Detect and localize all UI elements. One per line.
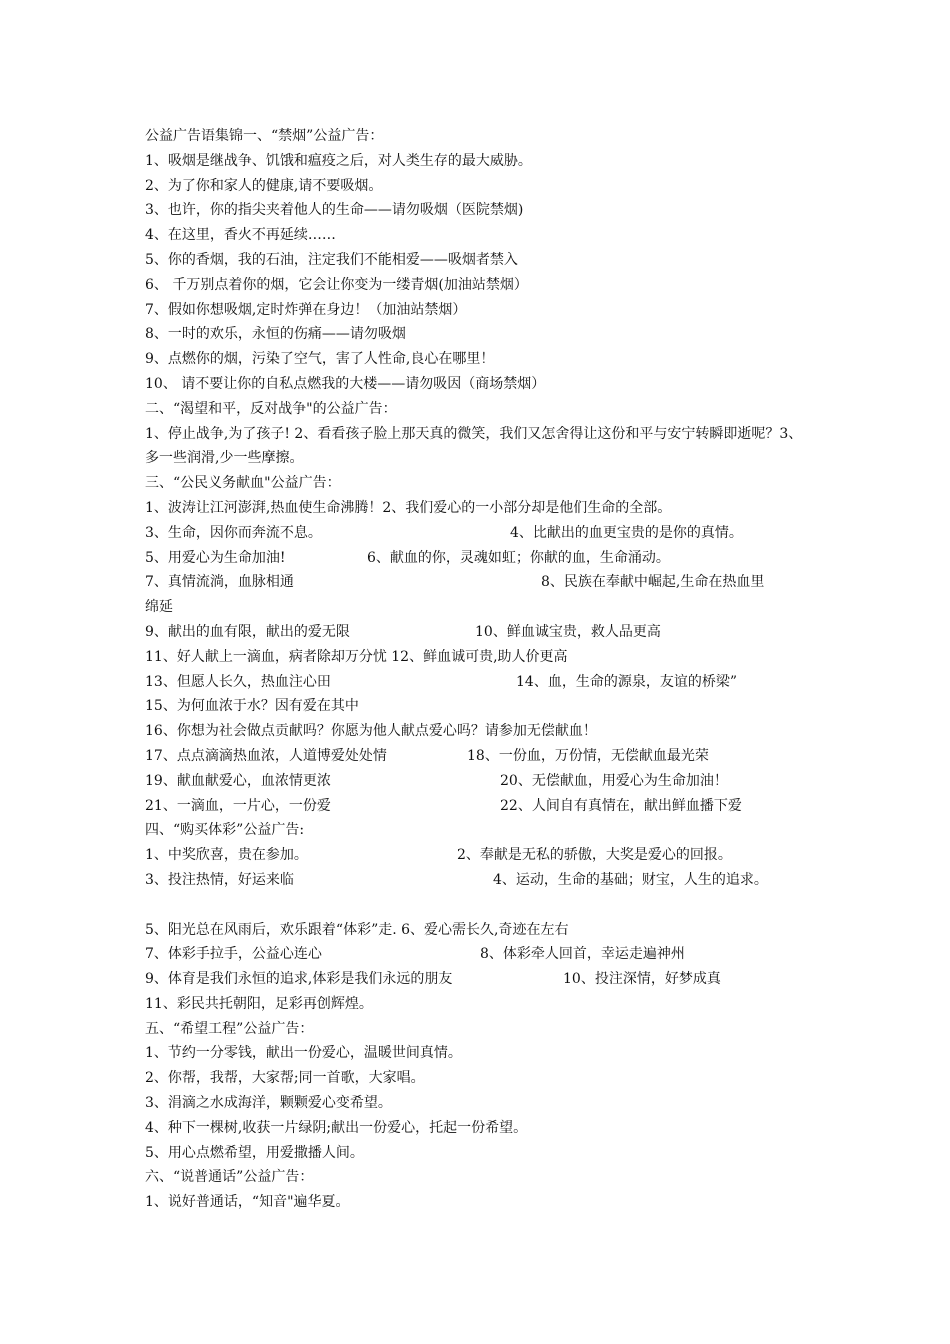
text-segment: 3、涓滴之水成海洋，颗颗爱心变希望。 <box>145 1095 392 1112</box>
text-segment: 11、好人献上一滴血，病者除却万分忧 12、鲜血诚可贵,助人价更高 <box>145 648 568 665</box>
text-line <box>145 719 825 744</box>
text-segment: 9、献出的血有限，献出的爱无限 <box>145 623 350 640</box>
text-segment: 4、种下一棵树,收获一片绿阴;献出一份爱心，托起一份希望。 <box>145 1119 528 1136</box>
text-segment: 3、生命，因你而奔流不息。 <box>145 524 322 541</box>
text-line <box>145 521 825 546</box>
text-segment-right: 6、献血的你，灵魂如虹；你献的血，生命涌动。 <box>367 549 670 566</box>
text-line <box>145 248 825 273</box>
text-line <box>145 992 825 1017</box>
text-line <box>145 347 825 372</box>
text-segment: 1、中奖欣喜，贵在参加。 <box>145 847 308 864</box>
text-line <box>145 818 825 843</box>
text-segment: 10、 请不要让你的自私点燃我的大楼——请勿吸因（商场禁烟） <box>145 375 546 392</box>
text-segment: 16、你想为社会做点贡献吗？你愿为他人献点爱心吗？请参加无偿献血！ <box>145 723 597 740</box>
blank-line <box>145 893 825 918</box>
text-line <box>145 1091 825 1116</box>
text-line <box>145 794 825 819</box>
text-line <box>145 769 825 794</box>
text-segment: 8、一时的欢乐，永恒的伤痛——请勿吸烟 <box>145 326 406 343</box>
document-body <box>145 124 825 1215</box>
text-segment: 1、节约一分零钱，献出一份爱心，温暖世间真情。 <box>145 1045 462 1062</box>
text-line <box>145 942 825 967</box>
text-line <box>145 124 825 149</box>
text-segment-right: 2、奉献是无私的骄傲，大奖是爱心的回报。 <box>457 847 732 864</box>
text-line <box>145 298 825 323</box>
text-line <box>145 1041 825 1066</box>
text-line <box>145 174 825 199</box>
text-line <box>145 595 825 620</box>
text-line <box>145 570 825 595</box>
text-segment: 9、点燃你的烟，污染了空气，害了人性命,良心在哪里！ <box>145 351 495 368</box>
text-line <box>145 694 825 719</box>
text-line <box>145 843 825 868</box>
text-segment-right: 4、运动，生命的基础；财宝，人生的追求。 <box>493 871 768 888</box>
text-segment: 四、“购买体彩”公益广告: <box>145 822 305 839</box>
text-segment: 3、投注热情，好运来临 <box>145 871 294 888</box>
text-line <box>145 645 825 670</box>
text-segment: 六、“说普通话”公益广告： <box>145 1169 314 1186</box>
text-line <box>145 1141 825 1166</box>
text-segment: 17、点点滴滴热血浓，人道博爱处处情 <box>145 747 387 764</box>
text-line <box>145 223 825 248</box>
text-line <box>145 918 825 943</box>
text-line <box>145 1017 825 1042</box>
text-segment: 5、用心点燃希望，用爱撒播人间。 <box>145 1144 364 1161</box>
text-segment: 三、“公民义务献血"公益广告： <box>145 475 341 492</box>
text-line <box>145 1116 825 1141</box>
text-segment-right: 8、民族在奉献中崛起,生命在热血里 <box>541 574 765 591</box>
text-segment: 6、 千万别点着你的烟，它会让你变为一缕青烟(加油站禁烟） <box>145 276 528 293</box>
text-segment: 1、吸烟是继战争、饥饿和瘟疫之后，对人类生存的最大威胁。 <box>145 152 532 169</box>
text-segment: 二、“渴望和平，反对战争"的公益广告： <box>145 400 397 417</box>
text-segment-right: 18、一份血，万份情，无偿献血最光荣 <box>467 747 709 764</box>
text-line <box>145 496 825 521</box>
text-segment: 5、你的香烟，我的石油，注定我们不能相爱——吸烟者禁入 <box>145 251 518 268</box>
text-segment: 2、为了你和家人的健康,请不要吸烟。 <box>145 177 383 194</box>
text-line <box>145 149 825 174</box>
text-segment: 4、在这里，香火不再延续…… <box>145 227 336 244</box>
text-segment: 19、献血献爱心，血浓情更浓 <box>145 772 331 789</box>
text-segment: 2、你帮，我帮，大家帮;同一首歌，大家唱。 <box>145 1070 425 1087</box>
text-segment: 7、假如你想吸烟,定时炸弹在身边！（加油站禁烟） <box>145 301 467 318</box>
text-segment: 5、阳光总在风雨后，欢乐跟着“体彩”走. 6、爱心需长久,奇迹在左右 <box>145 921 569 938</box>
text-segment-right: 14、血，生命的源泉，友谊的桥梁” <box>516 673 737 690</box>
text-segment: 7、真情流淌，血脉相通 <box>145 574 294 591</box>
text-segment: 13、但愿人长久，热血注心田 <box>145 673 331 690</box>
text-line <box>145 868 825 893</box>
text-line <box>145 273 825 298</box>
text-segment-right: 10、投注深情，好梦成真 <box>563 971 721 988</box>
text-line <box>145 1066 825 1091</box>
text-segment: 公益广告语集锦一、“禁烟”公益广告： <box>145 128 384 144</box>
text-line <box>145 471 825 496</box>
text-segment: 3、也许，你的指尖夹着他人的生命——请勿吸烟（医院禁烟) <box>145 202 524 219</box>
text-segment: 1、说好普通话，“知音"遍华夏。 <box>145 1194 350 1211</box>
text-segment: 9、体育是我们永恒的追求,体彩是我们永远的朋友 <box>145 971 453 988</box>
text-segment: 11、彩民共托朝阳，足彩再创辉煌。 <box>145 995 373 1012</box>
text-segment-right: 4、比献出的血更宝贵的是你的真情。 <box>510 524 743 541</box>
text-line <box>145 620 825 645</box>
text-segment-right: 22、人间自有真情在，献出鲜血播下爱 <box>500 797 742 814</box>
text-line <box>145 967 825 992</box>
text-segment: 21、一滴血，一片心，一份爱 <box>145 797 331 814</box>
text-segment-right: 20、无偿献血，用爱心为生命加油！ <box>500 772 728 789</box>
text-segment: 5、用爱心为生命加油! <box>145 549 286 566</box>
text-segment: 15、为何血浓于水？因有爱在其中 <box>145 698 359 715</box>
text-line <box>145 546 825 571</box>
text-segment-right: 10、鲜血诚宝贵，救人品更高 <box>475 623 661 640</box>
text-line <box>145 322 825 347</box>
text-line <box>145 744 825 769</box>
text-segment: 绵延 <box>145 599 173 616</box>
text-segment-right: 8、体彩牵人回首，幸运走遍神州 <box>480 946 685 963</box>
text-paragraph: 1、停止战争,为了孩子! 2、看看孩子脸上那天真的微笑，我们又怎舍得让这份和平与安宁转瞬即逝呢？3、多一些润滑,少一些摩擦。 <box>145 425 803 467</box>
text-line <box>145 1165 825 1190</box>
text-segment: 7、体彩手拉手，公益心连心 <box>145 946 322 963</box>
text-line <box>145 372 825 397</box>
text-line <box>145 670 825 695</box>
text-line <box>145 1190 825 1215</box>
text-line <box>145 397 825 422</box>
text-line <box>145 198 825 223</box>
text-segment: 1、波涛让江河澎湃,热血使生命沸腾！2、我们爱心的一小部分却是他们生命的全部。 <box>145 499 672 516</box>
text-segment: 五、“希望工程”公益广告： <box>145 1020 314 1037</box>
